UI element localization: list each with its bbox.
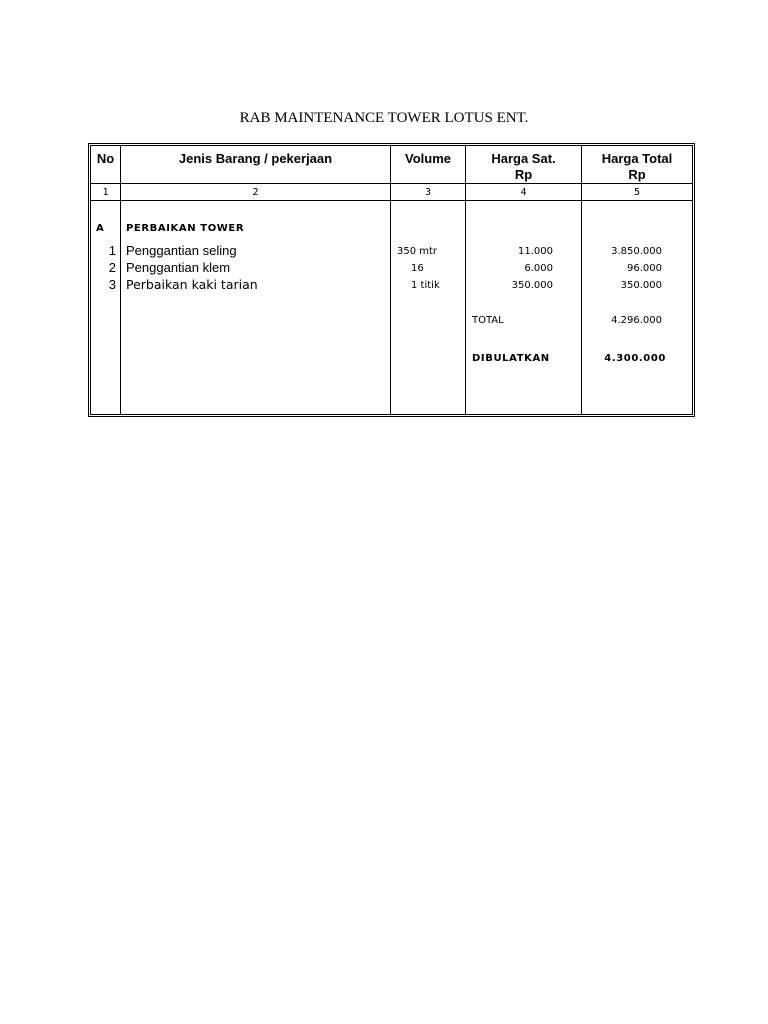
row-3-volume: 1 titik: [411, 280, 440, 291]
row-1-unit-price: 11.000: [518, 246, 553, 257]
total-value: 4.296.000: [611, 315, 662, 326]
section-title: PERBAIKAN TOWER: [126, 223, 245, 234]
row-divider: [91, 183, 692, 184]
row-3-item: Perbaikan kaki tarian: [126, 277, 258, 292]
header-no: No: [96, 151, 115, 166]
header-total-price-line1: Harga Total: [601, 151, 673, 166]
rab-table: [88, 143, 695, 417]
row-1-volume: 350 mtr: [397, 246, 438, 257]
row-3-no: 3: [108, 277, 116, 292]
section-code: A: [96, 223, 105, 234]
column-number-1: 1: [102, 187, 109, 198]
row-2-unit-price: 6.000: [524, 263, 553, 274]
header-item: Jenis Barang / pekerjaan: [178, 151, 333, 166]
row-2-item: Penggantian klem: [126, 260, 231, 275]
row-2-total-price: 96.000: [627, 263, 662, 274]
rounded-value: 4.300.000: [604, 353, 666, 364]
column-number-2: 2: [252, 187, 259, 198]
header-unit-price-line2: Rp: [514, 167, 533, 182]
column-number-3: 3: [424, 187, 432, 198]
column-number-4: 4: [520, 187, 527, 198]
header-total-price: [582, 151, 692, 183]
document-title: RAB MAINTENANCE TOWER LOTUS ENT.: [239, 110, 529, 126]
row-2-no: 2: [108, 260, 116, 275]
row-1-total-price: 3.850.000: [611, 246, 662, 257]
row-3-unit-price: 350.000: [511, 280, 553, 291]
header-total-price-line2: Rp: [628, 167, 646, 182]
row-3-total-price: 350.000: [620, 280, 662, 291]
row-2-volume: 16: [411, 263, 424, 274]
header-unit-price: [466, 151, 581, 183]
header-unit-price-line1: Harga Sat.: [491, 151, 556, 166]
column-number-5: 5: [633, 187, 641, 198]
rounded-label: DIBULATKAN: [472, 353, 550, 364]
row-1-no: 1: [108, 243, 116, 258]
total-label: TOTAL: [472, 315, 504, 326]
header-volume: Volume: [405, 151, 451, 166]
row-1-item: Penggantian seling: [126, 243, 237, 258]
row-divider: [91, 200, 692, 201]
